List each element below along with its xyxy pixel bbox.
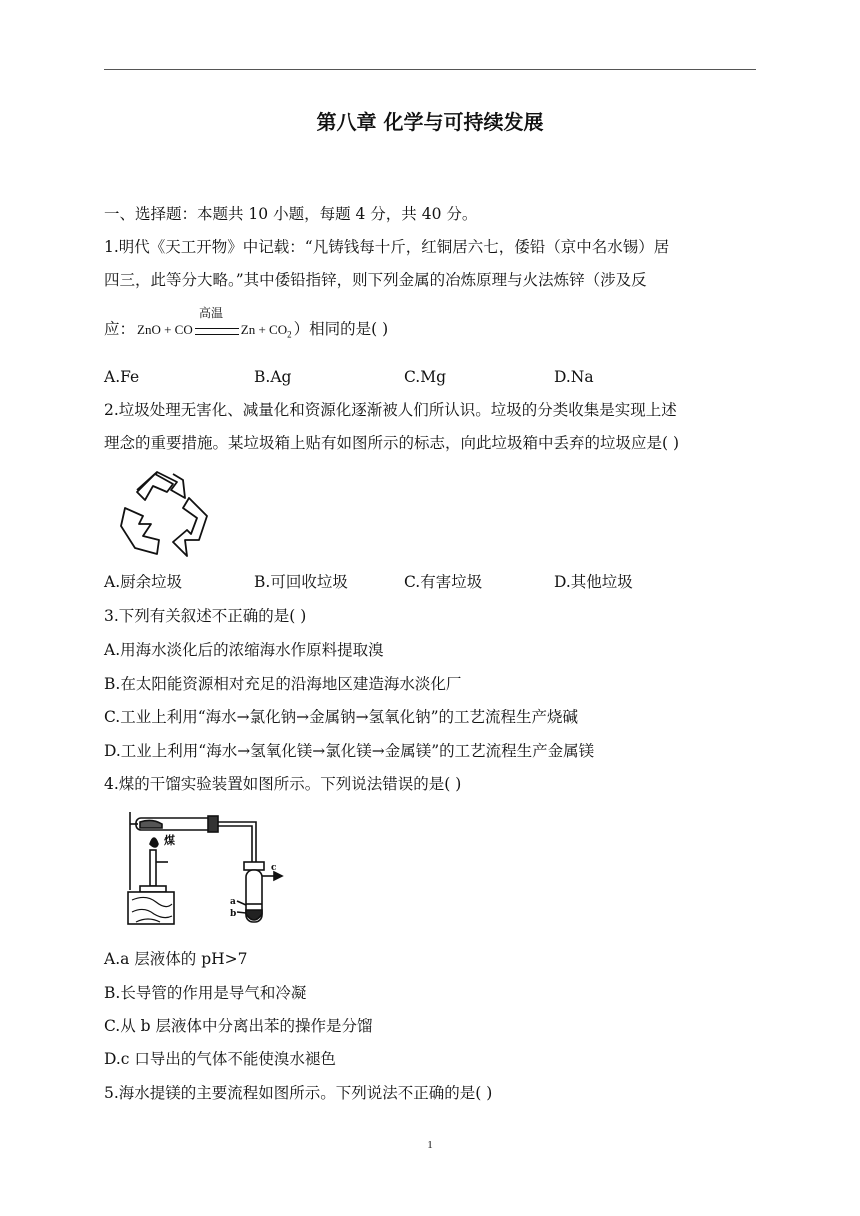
reaction-equation: [137, 306, 292, 345]
q4-option-d: D.c 口导出的气体不能使溴水褪色: [104, 1050, 336, 1068]
label-c: c: [271, 863, 277, 873]
label-a: a: [230, 897, 236, 907]
q4-option-c: C.从 b 层液体中分离出苯的操作是分馏: [104, 1017, 373, 1035]
q2-option-a: A.厨余垃圾: [104, 573, 183, 591]
label-coal: 煤: [164, 834, 175, 847]
chapter-title: 第八章 化学与可持续发展: [316, 110, 544, 134]
q5-line-1: 5.海水提镁的主要流程如图所示。下列说法不正确的是( ): [104, 1084, 493, 1102]
q4-line-1: 4.煤的干馏实验装置如图所示。下列说法错误的是( ): [104, 775, 462, 793]
q3-option-d: D.工业上利用“海水→氢氧化镁→氯化镁→金属镁”的工艺流程生产金属镁: [104, 742, 595, 760]
q4-option-a: A.a 层液体的 pH>7: [104, 950, 248, 968]
q1-option-a: A.Fe: [104, 368, 140, 386]
eq-subscript: 2: [287, 329, 292, 340]
q3-option-b: B.在太阳能资源相对充足的沿海地区建造海水淡化厂: [104, 675, 462, 693]
q3-option-a: A.用海水淡化后的浓缩海水作原料提取溴: [104, 641, 384, 659]
eq-reactants: ZnO + CO: [137, 322, 193, 337]
header-rule: [104, 69, 756, 70]
q1-option-c: C.Mg: [404, 368, 447, 386]
q2-line-2: 理念的重要措施。某垃圾箱上贴有如图所示的标志，向此垃圾箱中丢弃的垃圾应是( ): [104, 434, 680, 452]
section-heading: 一、选择题：本题共 10 小题，每题 4 分，共 40 分。: [104, 205, 478, 223]
q4-option-b: B.长导管的作用是导气和冷凝: [104, 984, 307, 1002]
page-number: 1: [427, 1139, 433, 1151]
q3-line-1: 3.下列有关叙述不正确的是( ): [104, 607, 307, 625]
q1-line-3-suffix: ）相同的是( ): [293, 320, 389, 338]
q2-option-b: B.可回收垃圾: [254, 573, 348, 591]
eq-condition: 高温: [199, 306, 224, 320]
q1-option-d: D.Na: [554, 368, 594, 386]
label-b: b: [230, 909, 237, 919]
q1-line-3: [104, 306, 389, 345]
eq-sign: [195, 328, 239, 335]
q1-option-b: B.Ag: [254, 368, 292, 386]
q1-line-1: 1.明代《天工开物》中记载：“凡铸钱每十斤，红铜居六七，倭铅（京中名水锡）居: [104, 238, 670, 256]
q3-option-c: C.工业上利用“海水→氯化钠→金属钠→氢氧化钠”的工艺流程生产烧碱: [104, 708, 579, 726]
coal-distillation-apparatus: [126, 810, 286, 926]
q1-line-2: 四三，此等分大略。”其中倭铅指锌，则下列金属的冶炼原理与火法炼锌（涉及反: [104, 271, 647, 289]
recycle-icon: [115, 468, 215, 560]
eq-products: Zn + CO: [240, 322, 288, 337]
q2-option-c: C.有害垃圾: [404, 573, 483, 591]
q2-line-1: 2.垃圾处理无害化、减量化和资源化逐渐被人们所认识。垃圾的分类收集是实现上述: [104, 401, 677, 419]
q2-option-d: D.其他垃圾: [554, 573, 633, 591]
q1-line-3-prefix: 应：: [104, 320, 136, 338]
